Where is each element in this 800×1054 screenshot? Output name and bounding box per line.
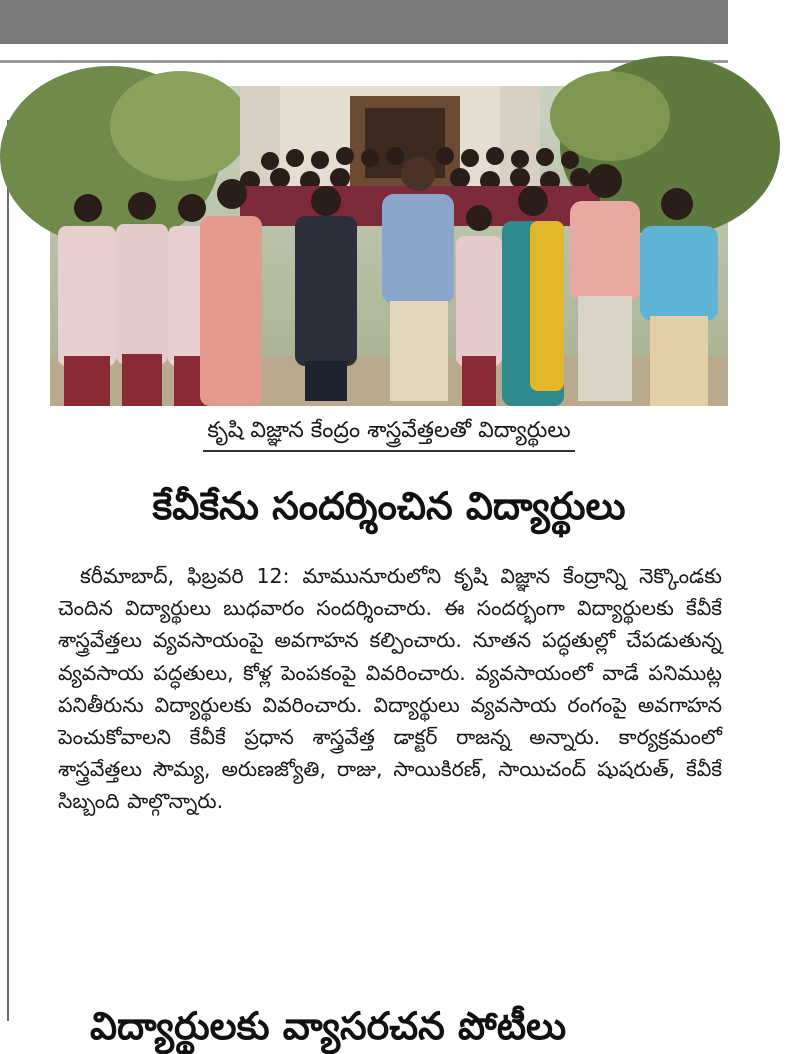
next-article-headline-text: విద్యార్థులకు వ్యాసరచన పోటీలు <box>90 1004 567 1048</box>
article-body: కరీమాబాద్, ఫిబ్రవరి 12: మామునూరులోని కృషి విజ్ఞాన కేంద్రాన్ని నెక్కొండకు చెందిన విద్యార్థులు బుధవారం సందర్శించారు. ఈ సందర్భంగా విద్యార్థులకు కేవీకే శాస్త్రవేత్తలు వ్యవసాయంపై అవగాహన కల్పించారు. నూతన పద్ధతుల్లో చేపడుతున్న వ్యవసాయ పద్ధతులు, కోళ్ల పెంపకంపై వివరించారు. వ్యవసాయంలో వాడే పనిముట్ల పనితీరును విద్యార్థులకు వివరించారు. విద్యార్థులు వ్యవసాయ రంగంపై అవగాహన పెంచుకోవాలని కేవీకే ప్రధాన శాస్త్రవేత్త డాక్టర్ రాజన్న అన్నారు. కార్యక్రమంలో శాస్త్రవేత్తలు సౌమ్య, అరుణజ్యోతి, రాజు, సాయికిరణ్, సాయిచంద్ షుషరుత్, కేవీకే సిబ్బంది పాల్గొన్నారు. <box>58 564 722 814</box>
article-headline: కేవీకేను సందర్శించిన విద్యార్థులు <box>152 484 626 528</box>
photo-caption-text: కృషి విజ్ఞాన కేంద్రం శాస్త్రవేత్తలతో విద్యార్థులు <box>203 414 574 452</box>
header-divider <box>0 60 728 63</box>
group-photo <box>50 86 728 406</box>
next-article-headline <box>90 998 710 1048</box>
column-divider <box>7 120 9 1021</box>
photo-caption <box>50 414 728 452</box>
header-band <box>0 0 728 44</box>
